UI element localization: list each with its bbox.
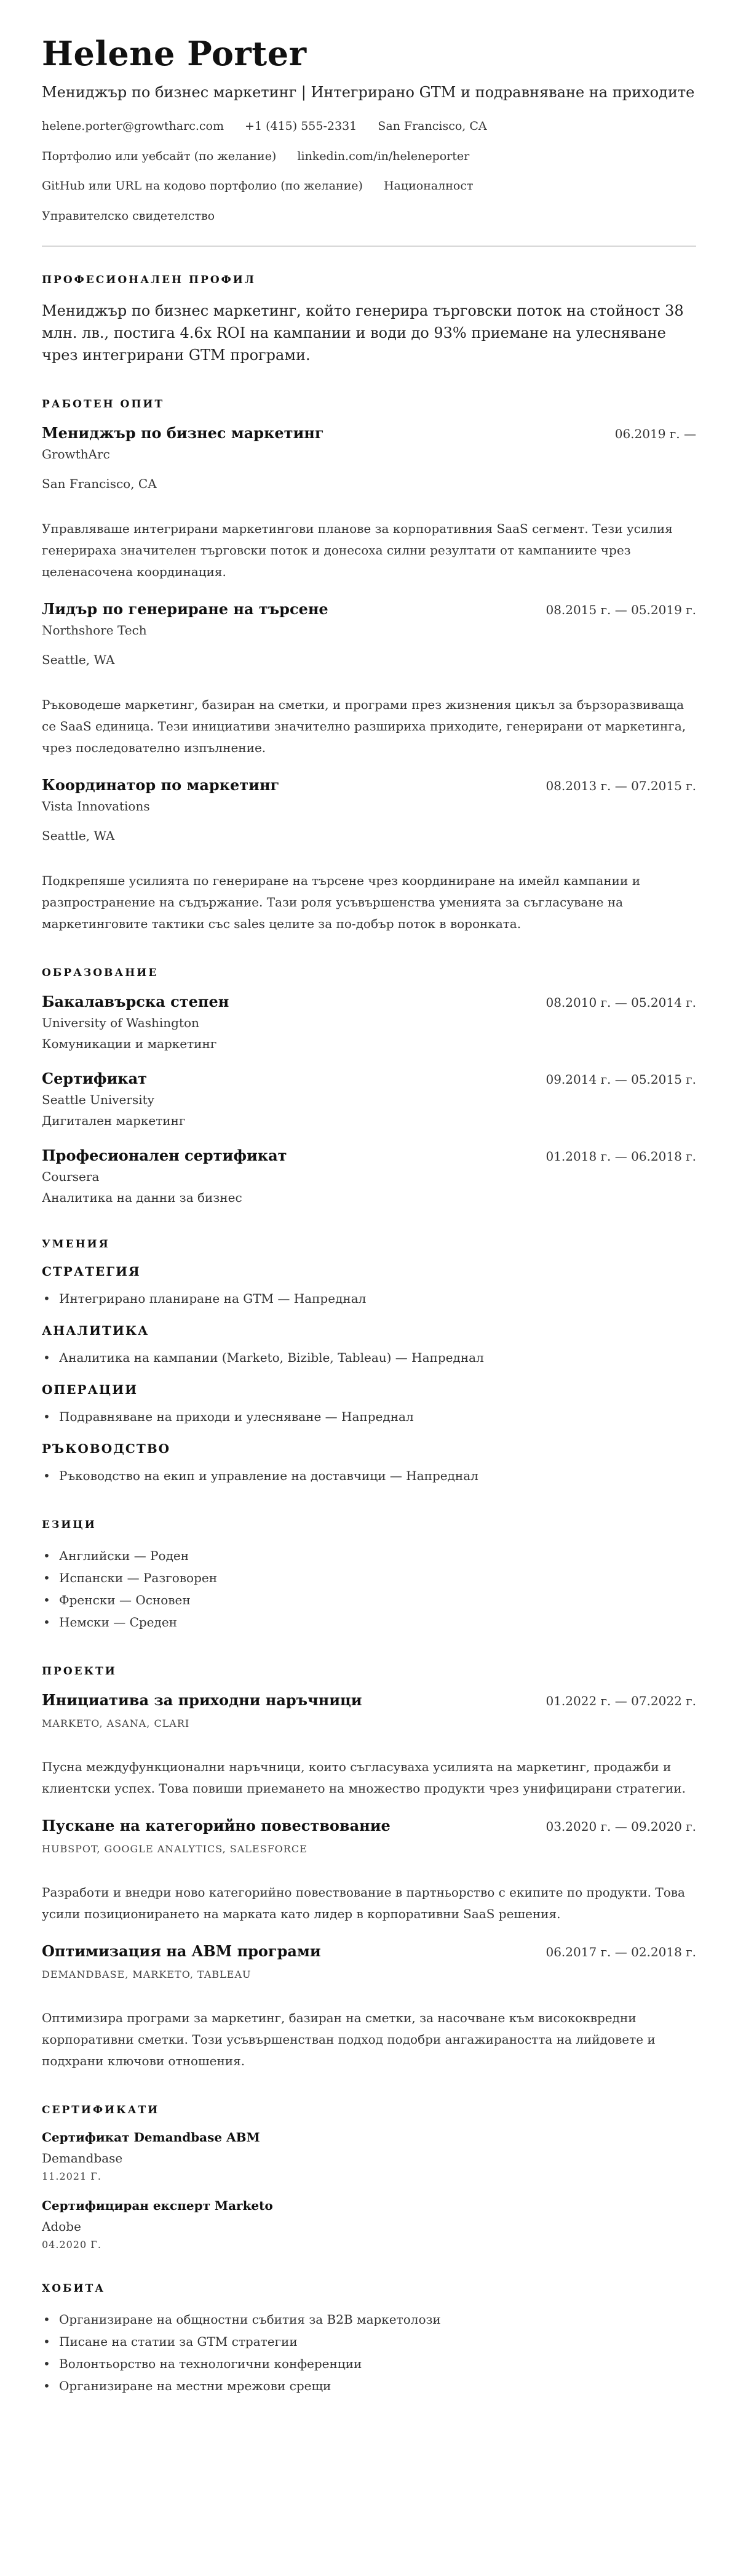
license-text: Управителско свидетелство bbox=[42, 209, 215, 223]
section-title-profile: ПРОФЕСИОНАЛЕН ПРОФИЛ bbox=[42, 273, 256, 286]
skill-category: ОПЕРАЦИИ bbox=[42, 1382, 138, 1397]
languages-section bbox=[42, 1519, 696, 1633]
candidate-name: Helene Porter bbox=[42, 34, 307, 73]
experience-entry bbox=[42, 776, 696, 935]
section-title-projects: ПРОЕКТИ bbox=[42, 1665, 117, 1678]
skill-list bbox=[42, 1465, 696, 1487]
school-name: University of Washington bbox=[42, 1015, 199, 1030]
job-dates: 08.2015 г. — 05.2019 г. bbox=[546, 602, 696, 617]
list-item: • Испански — Разговорен bbox=[42, 1567, 696, 1589]
degree-title: Сертификат bbox=[42, 1069, 148, 1087]
github-link[interactable]: GitHub или URL на кодово портфолио (по желание) bbox=[42, 179, 363, 193]
company-name: GrowthArc bbox=[42, 446, 110, 462]
job-description: Подкрепяше усилията по генериране на търсене чрез координиране на имейл кампании и разпространение на съдържание. Тази роля усъвършенства уменията за съгласуване на маркетинговите тактики със sales целите за по-добър поток в воронката. bbox=[42, 873, 641, 931]
project-dates: 06.2017 г. — 02.2018 г. bbox=[546, 1944, 696, 1959]
projects-section bbox=[42, 1665, 696, 2072]
education-dates: 01.2018 г. — 06.2018 г. bbox=[546, 1148, 696, 1164]
header-divider bbox=[42, 246, 696, 247]
section-title-hobbies: ХОБИТА bbox=[42, 2282, 106, 2295]
certificates-section bbox=[42, 2104, 696, 2250]
certificate-issuer: Demandbase bbox=[42, 2150, 123, 2166]
job-title: Координатор по маркетинг bbox=[42, 775, 280, 794]
project-name: Инициатива за приходни наръчници bbox=[42, 1690, 362, 1709]
project-description: Пусна междуфункционални наръчници, които съгласуваха усилията на маркетинг, продажби и клиентски успех. Това повиши приемането на множество продукти чрез унифицирани стратегии. bbox=[42, 1759, 686, 1796]
project-dates: 03.2020 г. — 09.2020 г. bbox=[546, 1818, 696, 1834]
project-description: Разработи и внедри ново категорийно повествование в партньорство с екипите по продукти. Това усили позиционирането на марката като лидер в корпоративни SaaS решения. bbox=[42, 1884, 685, 1921]
education-entry bbox=[42, 1070, 696, 1129]
degree-title: Бакалавърска степен bbox=[42, 992, 229, 1010]
project-description: Оптимизира програми за маркетинг, базиран на сметки, за насочване към висококвредни корпоративни сметки. Този усъвършенстван подход подобри ангажираността на лийдовете и подхрани ключови отношения. bbox=[42, 2010, 656, 2068]
section-title-skills: УМЕНИЯ bbox=[42, 1238, 110, 1250]
project-name: Пускане на категорийно повествование bbox=[42, 1816, 391, 1834]
skill-list bbox=[42, 1406, 696, 1428]
skill-category: АНАЛИТИКА bbox=[42, 1322, 149, 1338]
contact-row-4 bbox=[42, 208, 696, 225]
job-dates: 08.2013 г. — 07.2015 г. bbox=[546, 778, 696, 793]
list-item: • Писане на статии за GTM стратегии bbox=[42, 2330, 696, 2353]
linkedin-link[interactable]: linkedin.com/in/heleneporter bbox=[297, 149, 470, 163]
project-tools: MARKETO, ASANA, CLARI bbox=[42, 1717, 190, 1729]
list-item: • Организиране на общностни събития за B2B маркетолози bbox=[42, 2308, 696, 2330]
skill-list bbox=[42, 1287, 696, 1310]
project-entry bbox=[42, 1691, 696, 1799]
section-title-certificates: СЕРТИФИКАТИ bbox=[42, 2103, 160, 2116]
certificate-entry bbox=[42, 2198, 696, 2250]
experience-section bbox=[42, 398, 696, 935]
list-item: • Аналитика на кампании (Marketo, Bizible, Tableau) — Напреднал bbox=[42, 1346, 696, 1369]
list-item: • Ръководство на екип и управление на доставчици — Напреднал bbox=[42, 1465, 696, 1487]
project-tools: HUBSPOT, GOOGLE ANALYTICS, SALESFORCE bbox=[42, 1842, 308, 1855]
education-entry bbox=[42, 1146, 696, 1206]
list-item: • Подравняване на приходи и улесняване — Напреднал bbox=[42, 1406, 696, 1428]
location-text: San Francisco, CA bbox=[378, 119, 487, 134]
project-dates: 01.2022 г. — 07.2022 г. bbox=[546, 1693, 696, 1708]
education-entry bbox=[42, 993, 696, 1052]
nationality-text: Националност bbox=[383, 179, 474, 193]
hobbies-section bbox=[42, 2282, 696, 2397]
education-dates: 08.2010 г. — 05.2014 г. bbox=[546, 994, 696, 1010]
skill-category: РЪКОВОДСТВО bbox=[42, 1441, 171, 1456]
skill-list bbox=[42, 1346, 696, 1369]
field-of-study: Дигитален маркетинг bbox=[42, 1113, 186, 1128]
list-item: • Немски — Среден bbox=[42, 1611, 696, 1633]
job-location: San Francisco, CA bbox=[42, 476, 157, 491]
skills-section bbox=[42, 1238, 696, 1487]
phone-number: +1 (415) 555-2331 bbox=[245, 119, 357, 134]
experience-entry bbox=[42, 424, 696, 583]
email-link[interactable]: helene.porter@growtharc.com bbox=[42, 119, 224, 134]
section-title-experience: РАБОТЕН ОПИТ bbox=[42, 398, 165, 410]
certificate-entry bbox=[42, 2130, 696, 2182]
contact-row-3 bbox=[42, 178, 696, 194]
company-name: Northshore Tech bbox=[42, 622, 147, 638]
language-list bbox=[42, 1545, 696, 1633]
skill-category: СТРАТЕГИЯ bbox=[42, 1263, 141, 1279]
job-title: Лидър по генериране на търсене bbox=[42, 599, 328, 618]
project-name: Оптимизация на ABM програми bbox=[42, 1942, 321, 1960]
school-name: Coursera bbox=[42, 1169, 100, 1184]
job-dates: 06.2019 г. — bbox=[614, 426, 696, 441]
certificate-issuer: Adobe bbox=[42, 2218, 81, 2234]
job-description: Управляваше интегрирани маркетингови планове за корпоративния SaaS сегмент. Тези усилия генерираха значителен търговски поток и донесоха силни резултати от кампаниите чрез целенасочена координация. bbox=[42, 521, 673, 579]
certificate-name: Сертификат Demandbase ABM bbox=[42, 2129, 260, 2145]
contact-row-1 bbox=[42, 118, 696, 135]
field-of-study: Аналитика на данни за бизнес bbox=[42, 1190, 242, 1205]
list-item: • Организиране на местни мрежови срещи bbox=[42, 2375, 696, 2397]
hobby-list bbox=[42, 2308, 696, 2397]
list-item: • Английски — Роден bbox=[42, 1545, 696, 1567]
contact-row-2 bbox=[42, 148, 696, 165]
job-location: Seattle, WA bbox=[42, 652, 115, 667]
portfolio-link[interactable]: Портфолио или уебсайт (по желание) bbox=[42, 149, 277, 163]
education-dates: 09.2014 г. — 05.2015 г. bbox=[546, 1071, 696, 1087]
education-section bbox=[42, 967, 696, 1206]
profile-section bbox=[42, 274, 696, 366]
job-description: Ръководеше маркетинг, базиран на сметки, и програми през жизнения цикъл за бързоразвиваща се SaaS единица. Тези инициативи значително разшириха приходите, генерирани от маркетинга, чрез последователно изпълнение. bbox=[42, 697, 686, 755]
project-entry bbox=[42, 1817, 696, 1925]
profile-summary: Мениджър по бизнес маркетинг, който генерира търговски поток на стойност 38 млн. лв., постига 4.6x ROI на кампании и води до 93% приемане на улесняване чрез интегрирани GTM програми. bbox=[42, 302, 684, 364]
project-tools: DEMANDBASE, MARKETO, TABLEAU bbox=[42, 1968, 252, 1980]
list-item: • Волонтьорство на технологични конференции bbox=[42, 2353, 696, 2375]
list-item: • Френски — Основен bbox=[42, 1589, 696, 1611]
job-location: Seattle, WA bbox=[42, 828, 115, 843]
resume-header bbox=[42, 36, 696, 225]
certificate-date: 04.2020 Г. bbox=[42, 2238, 101, 2250]
job-title: Мениджър по бизнес маркетинг bbox=[42, 423, 324, 442]
company-name: Vista Innovations bbox=[42, 798, 150, 814]
section-title-education: ОБРАЗОВАНИЕ bbox=[42, 966, 159, 979]
candidate-headline: Мениджър по бизнес маркетинг | Интегрирано GTM и подравняване на приходите bbox=[42, 84, 695, 102]
section-title-languages: ЕЗИЦИ bbox=[42, 1518, 97, 1531]
list-item: • Интегрирано планиране на GTM — Напреднал bbox=[42, 1287, 696, 1310]
certificate-name: Сертифициран експерт Marketo bbox=[42, 2198, 273, 2213]
experience-entry bbox=[42, 600, 696, 759]
certificate-date: 11.2021 Г. bbox=[42, 2170, 101, 2182]
degree-title: Професионален сертификат bbox=[42, 1146, 287, 1164]
field-of-study: Комуникации и маркетинг bbox=[42, 1036, 217, 1051]
project-entry bbox=[42, 1942, 696, 2072]
school-name: Seattle University bbox=[42, 1092, 154, 1107]
